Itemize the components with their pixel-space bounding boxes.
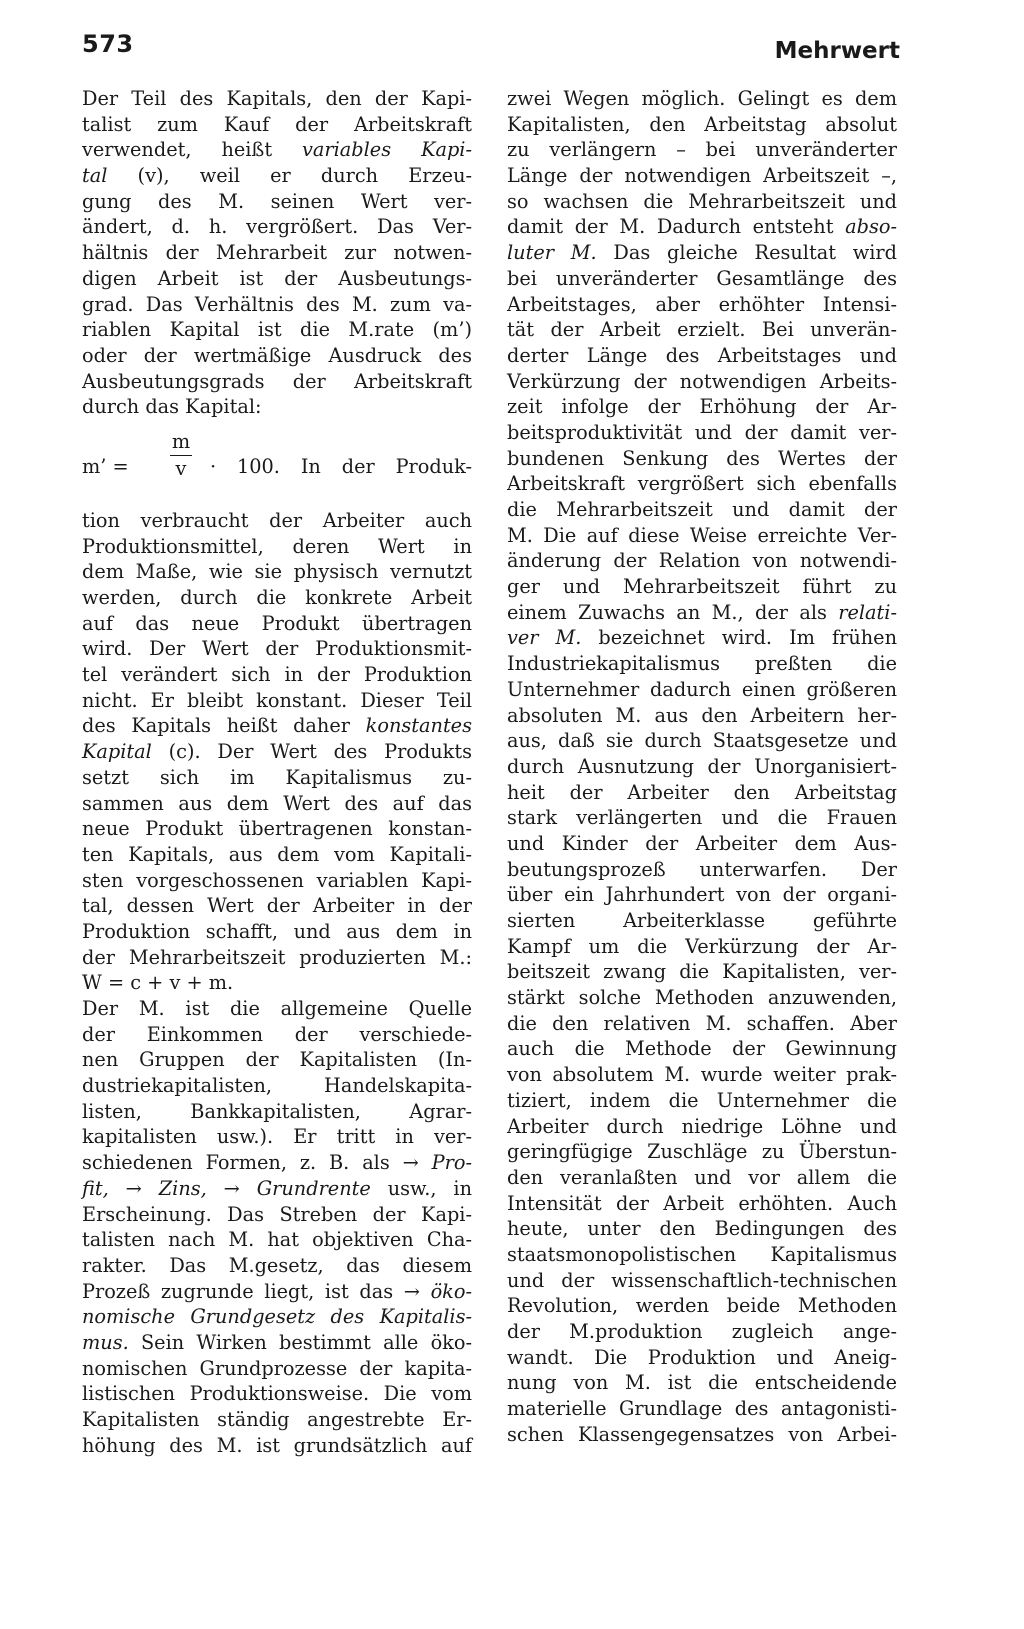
- text-line: und Kinder der Arbeiter dem Aus-: [507, 831, 897, 855]
- text-line: Produktionsmittel, deren Wert in: [82, 534, 472, 558]
- text-line: rakter. Das M.gesetz, das diesem: [82, 1253, 472, 1277]
- formula-rhs: · 100. In der Produk-: [210, 454, 472, 478]
- text-line: bei unveränderter Gesamtlänge des: [507, 266, 897, 290]
- running-head: Mehrwert: [774, 38, 900, 64]
- text-line: gung des M. seinen Wert ver-: [82, 189, 472, 213]
- left-column-text-top: [82, 86, 472, 420]
- text-line: derter Länge des Arbeitstages und: [507, 343, 897, 367]
- page-number: 573: [82, 30, 134, 58]
- text-line: Ausbeutungsgrads der Arbeitskraft: [82, 369, 472, 393]
- text-line: änderung der Relation von notwendi-: [507, 549, 897, 573]
- text-line: sammen aus dem Wert des auf das: [82, 791, 472, 815]
- text-line: höhung des M. ist grundsätzlich auf: [82, 1433, 472, 1457]
- text-line: Der Teil des Kapitals, den der Kapi-: [82, 87, 472, 110]
- text-line: Arbeitstages, aber erhöhter Intensi-: [507, 292, 897, 316]
- text-line: Verkürzung der notwendigen Arbeits-: [507, 369, 897, 393]
- text-line: talist zum Kauf der Arbeitskraft: [82, 112, 472, 136]
- text-line: über ein Jahrhundert von der organi-: [507, 883, 897, 907]
- text-line: so wachsen die Mehrarbeitszeit und: [507, 189, 897, 213]
- text-line: verwendet, heißt variables Kapi-: [82, 138, 472, 162]
- text-line: Revolution, werden beide Methoden: [507, 1294, 897, 1318]
- text-line: tiziert, indem die Unternehmer die: [507, 1088, 897, 1112]
- text-line: M. Die auf diese Weise erreichte Ver-: [507, 523, 897, 547]
- text-line: W = c + v + m.: [82, 971, 234, 995]
- text-line: der M.produktion zugleich ange-: [507, 1320, 897, 1343]
- text-line: Industriekapitalismus preßten die: [507, 652, 897, 676]
- text-line: den veranlaßten und vor allem die: [507, 1165, 897, 1189]
- text-line: Kapital (c). Der Wert des Produkts: [82, 740, 472, 764]
- formula-numerator: m: [171, 429, 191, 453]
- text-line: Kapitalisten, den Arbeitstag absolut: [507, 112, 897, 136]
- text-line: Unternehmer dadurch einen größeren: [507, 677, 897, 701]
- text-line: tal, dessen Wert der Arbeiter in der: [82, 894, 472, 918]
- text-line: und der wissenschaftlich-technischen: [507, 1268, 897, 1292]
- text-line: setzt sich im Kapitalismus zu-: [82, 765, 472, 789]
- text-line: von absolutem M. wurde weiter prak-: [507, 1063, 897, 1087]
- text-line: aus, daß sie durch Staatsgesetze und: [507, 729, 897, 753]
- text-line: einem Zuwachs an M., der als relati-: [507, 600, 897, 624]
- text-line: nung von M. ist die entscheidende: [507, 1371, 897, 1395]
- text-line: stärkt solche Methoden anzuwenden,: [507, 986, 897, 1010]
- text-line: heute, unter den Bedingungen des: [507, 1217, 897, 1241]
- text-line: tion verbraucht der Arbeiter auch: [82, 508, 472, 532]
- formula-denominator: v: [175, 457, 187, 481]
- text-line: tal (v), weil er durch Erzeu-: [82, 164, 472, 188]
- text-line: sten vorgeschossenen variablen Kapi-: [82, 868, 472, 892]
- text-line: bundenen Senkung des Wertes der: [507, 446, 897, 470]
- text-line: wandt. Die Produktion und Aneig-: [507, 1345, 897, 1369]
- text-line: der Mehrarbeitszeit produzierten M.:: [82, 945, 472, 969]
- text-line: beitszeit zwang die Kapitalisten, ver-: [507, 960, 897, 984]
- text-line: ver M. bezeichnet wird. Im frühen: [507, 626, 897, 650]
- text-line: stark verlängerten und die Frauen: [507, 806, 897, 830]
- text-line: auch die Methode der Gewinnung: [507, 1037, 897, 1061]
- text-line: Prozeß zugrunde liegt, ist das → öko-: [82, 1279, 472, 1303]
- text-line: staatsmonopolistischen Kapitalismus: [507, 1242, 897, 1266]
- text-line: ändert, d. h. vergrößert. Das Ver-: [82, 215, 472, 239]
- text-line: geringfügige Zuschläge zu Überstun-: [507, 1140, 897, 1164]
- text-line: Intensität der Arbeit erhöhten. Auch: [507, 1191, 897, 1215]
- left-column: [82, 86, 472, 1458]
- text-line: luter M. Das gleiche Resultat wird: [507, 241, 897, 265]
- text-line: schen Klassengegensatzes von Arbei-: [507, 1422, 897, 1446]
- text-line: fit, → Zins, → Grundrente usw., in: [82, 1176, 472, 1200]
- right-column: [507, 86, 897, 1447]
- text-line: nen Gruppen der Kapitalisten (In-: [82, 1048, 472, 1072]
- fraction-bar: [170, 455, 192, 457]
- text-line: zwei Wegen möglich. Gelingt es dem: [507, 87, 897, 110]
- text-line: Kapitalisten ständig angestrebte Er-: [82, 1408, 472, 1431]
- text-line: Der M. ist die allgemeine Quelle: [82, 997, 472, 1020]
- text-line: die den relativen M. schaffen. Aber: [507, 1011, 897, 1035]
- text-line: durch das Kapital:: [82, 395, 262, 419]
- right-column-text: [507, 86, 897, 1447]
- text-line: Länge der notwendigen Arbeitszeit –,: [507, 164, 897, 188]
- text-line: damit der M. Dadurch entsteht abso-: [507, 215, 897, 239]
- text-line: sierten Arbeiterklasse geführte: [507, 909, 897, 932]
- text-line: ger und Mehrarbeitszeit führt zu: [507, 575, 897, 599]
- text-line: der Einkommen der verschiede-: [82, 1022, 472, 1046]
- text-line: Arbeitskraft vergrößert sich ebenfalls: [507, 472, 897, 496]
- text-line: schiedenen Formen, z. B. als → Pro-: [82, 1151, 472, 1175]
- text-line: materielle Grundlage des antagonisti-: [507, 1397, 897, 1421]
- text-line: die Mehrarbeitszeit und damit der: [507, 498, 897, 521]
- text-line: listischen Produktionsweise. Die vom: [82, 1382, 472, 1406]
- text-line: heit der Arbeiter den Arbeitstag: [507, 780, 897, 804]
- text-line: kapitalisten usw.). Er tritt in ver-: [82, 1125, 472, 1149]
- text-line: tät der Arbeit erzielt. Bei unverän-: [507, 318, 897, 342]
- text-line: listen, Bankkapitalisten, Agrar-: [82, 1099, 472, 1123]
- text-line: werden, durch die konkrete Arbeit: [82, 586, 472, 609]
- text-line: mus. Sein Wirken bestimmt alle öko-: [82, 1330, 472, 1354]
- text-line: talisten nach M. hat objektiven Cha-: [82, 1228, 472, 1252]
- text-line: Arbeiter durch niedrige Löhne und: [507, 1114, 897, 1138]
- text-line: ten Kapitals, aus dem vom Kapitali-: [82, 842, 472, 866]
- text-line: durch Ausnutzung der Unorganisiert-: [507, 754, 897, 778]
- text-line: des Kapitals heißt daher konstantes: [82, 714, 472, 738]
- text-line: auf das neue Produkt übertragen: [82, 611, 472, 635]
- text-line: beitsproduktivität und der damit ver-: [507, 420, 897, 444]
- text-line: wird. Der Wert der Produktionsmit-: [82, 637, 472, 661]
- text-line: beutungsprozeß unterwarfen. Der: [507, 857, 897, 881]
- formula-lhs: m’ =: [82, 454, 129, 478]
- text-line: Kampf um die Verkürzung der Ar-: [507, 934, 897, 958]
- text-line: nicht. Er bleibt konstant. Dieser Teil: [82, 688, 472, 712]
- text-line: digen Arbeit ist der Ausbeutungs-: [82, 266, 472, 290]
- text-line: grad. Das Verhältnis des M. zum va-: [82, 292, 472, 316]
- text-line: absoluten M. aus den Arbeitern her-: [507, 703, 897, 727]
- formula-m-rate: [82, 420, 472, 508]
- text-line: tel verändert sich in der Produktion: [82, 663, 472, 687]
- formula-fraction: [168, 430, 194, 482]
- text-line: Produktion schafft, und aus dem in: [82, 919, 472, 943]
- text-line: zeit infolge der Erhöhung der Ar-: [507, 395, 897, 419]
- text-line: dem Maße, wie sie physisch vernutzt: [82, 560, 472, 584]
- text-line: riablen Kapital ist die M.rate (m’): [82, 318, 472, 342]
- text-line: zu verlängern – bei unveränderter: [507, 138, 897, 162]
- text-line: Erscheinung. Das Streben der Kapi-: [82, 1202, 472, 1226]
- text-line: nomische Grundgesetz des Kapitalis-: [82, 1305, 472, 1329]
- text-line: dustriekapitalisten, Handelskapita-: [82, 1074, 472, 1098]
- text-line: neue Produkt übertragenen konstan-: [82, 817, 472, 841]
- text-line: hältnis der Mehrarbeit zur notwen-: [82, 241, 472, 265]
- left-column-text-bottom: [82, 508, 472, 1458]
- text-line: oder der wertmäßige Ausdruck des: [82, 343, 472, 367]
- text-line: nomischen Grundprozesse der kapita-: [82, 1356, 472, 1380]
